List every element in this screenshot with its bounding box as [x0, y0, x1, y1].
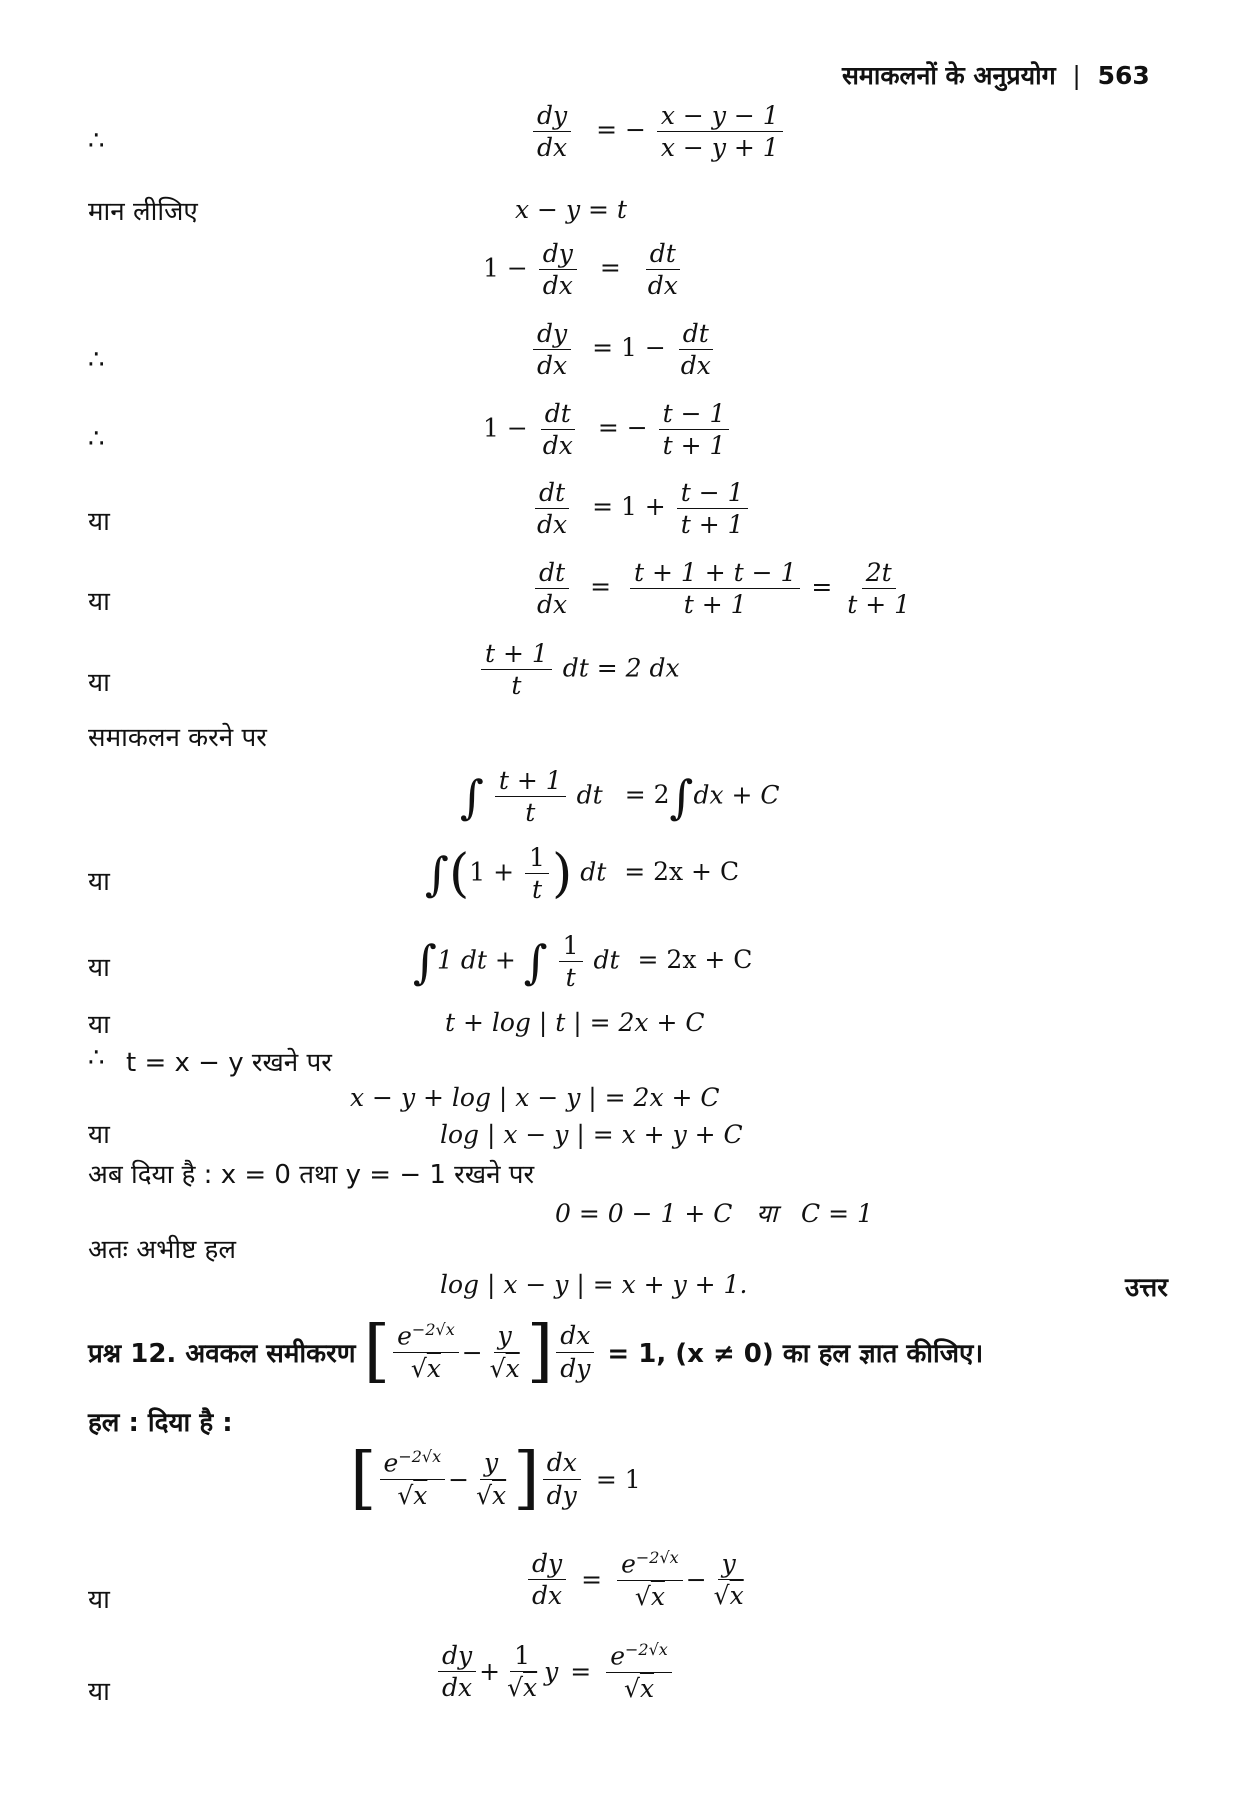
- equation-13: log | x − y | = x + y + C: [440, 1120, 743, 1149]
- equation-11: t + log | t | = 2x + C: [445, 1008, 705, 1037]
- equation-final: log | x − y | = x + y + 1.: [440, 1270, 748, 1299]
- label-ya: या: [88, 507, 110, 537]
- label-ya: या: [88, 1010, 110, 1040]
- equation-5: $\frac{dt}{dx}$ = 1 + $\frac{t - 1}{t + 1}$: [530, 477, 751, 541]
- header-separator: |: [1072, 61, 1081, 90]
- equation-8: ∫ $\frac{t + 1}{t}$ dt = 2∫dx + C: [460, 766, 780, 828]
- label-ya: या: [88, 953, 110, 983]
- label-ya: या: [88, 1120, 110, 1150]
- equation-1: $\frac{dy}{dx}$ = − $\frac{x - y - 1}{x - y + 1}$: [530, 100, 786, 164]
- equation-17: $\frac{dy}{dx}$ + $\frac{1}{√x}$ y = $\frac{e^{-2√x}}{√x}$: [435, 1640, 675, 1704]
- equation-10: ∫1 dt + ∫ $\frac{1}{t}$ dt = 2x + C: [413, 931, 753, 993]
- label-ab-diya: अब दिया है : x = 0 तथा y = − 1 रखने पर: [88, 1160, 535, 1190]
- label-ya: या: [88, 1585, 110, 1615]
- label-hal: हल : दिया है :: [88, 1408, 233, 1438]
- answer-marker: उत्तर: [1125, 1273, 1168, 1303]
- label-ya: या: [88, 587, 110, 617]
- label-ya: या: [88, 668, 110, 698]
- therefore-symbol: ∴: [88, 345, 105, 375]
- label-man-lijiye: मान लीजिए: [88, 197, 198, 227]
- equation-16: $\frac{dy}{dx}$ = $\frac{e^{-2√x}}{√x}$ − $\frac{y}{√x}$: [525, 1548, 751, 1612]
- label-atah: अतः अभीष्ट हल: [88, 1235, 236, 1265]
- label-ya: या: [88, 1677, 110, 1707]
- equation-9: ∫(1 + $\frac{1}{t}$ ) dt = 2x + C: [425, 843, 740, 905]
- therefore-symbol: ∴: [88, 424, 105, 454]
- equation-12: x − y + log | x − y | = 2x + C: [350, 1083, 720, 1112]
- label-samakalan: समाकलन करने पर: [88, 723, 267, 753]
- equation-3: $\frac{dy}{dx}$ = 1 − $\frac{dt}{dx}$: [530, 318, 718, 382]
- chapter-title: समाकलनों के अनुप्रयोग: [842, 61, 1056, 90]
- equation-15: [ $\frac{e^{-2√x}}{√x}$ − $\frac{y}{√x}$ ] $\frac{dx}{dy}$ = 1: [350, 1439, 641, 1518]
- label-ya: या: [88, 867, 110, 897]
- equation-substitution: x − y = t: [515, 195, 627, 224]
- equation-7: $\frac{t + 1}{t}$ dt = 2 dx: [478, 638, 680, 702]
- page-number: 563: [1097, 61, 1150, 90]
- equation-14: 0 = 0 − 1 + C या C = 1: [555, 1199, 873, 1228]
- label-t-substitute: t = x − y रखने पर: [126, 1048, 332, 1078]
- equation-4: 1 − $\frac{dt}{dx}$ = − $\frac{t - 1}{t + 1}$: [483, 398, 732, 462]
- therefore-symbol: ∴: [88, 126, 105, 156]
- equation-6: $\frac{dt}{dx}$ = $\frac{t + 1 + t - 1}{t + 1}$ = $\frac{2t}{t + 1}$: [537, 558, 911, 620]
- question-12: प्रश्न 12. अवकल समीकरण [ $\frac{e^{-2√x}}{√x}$ − $\frac{y}{√x}$ ] $\frac{dx}{dy}$ = 1, (x ≠ 0) का हल ज्ञात कीजिए।: [88, 1312, 984, 1391]
- therefore-symbol: ∴: [88, 1043, 105, 1073]
- running-header: [842, 58, 1150, 92]
- equation-2: 1 − $\frac{dy}{dx}$ = $\frac{dt}{dx}$: [483, 239, 678, 301]
